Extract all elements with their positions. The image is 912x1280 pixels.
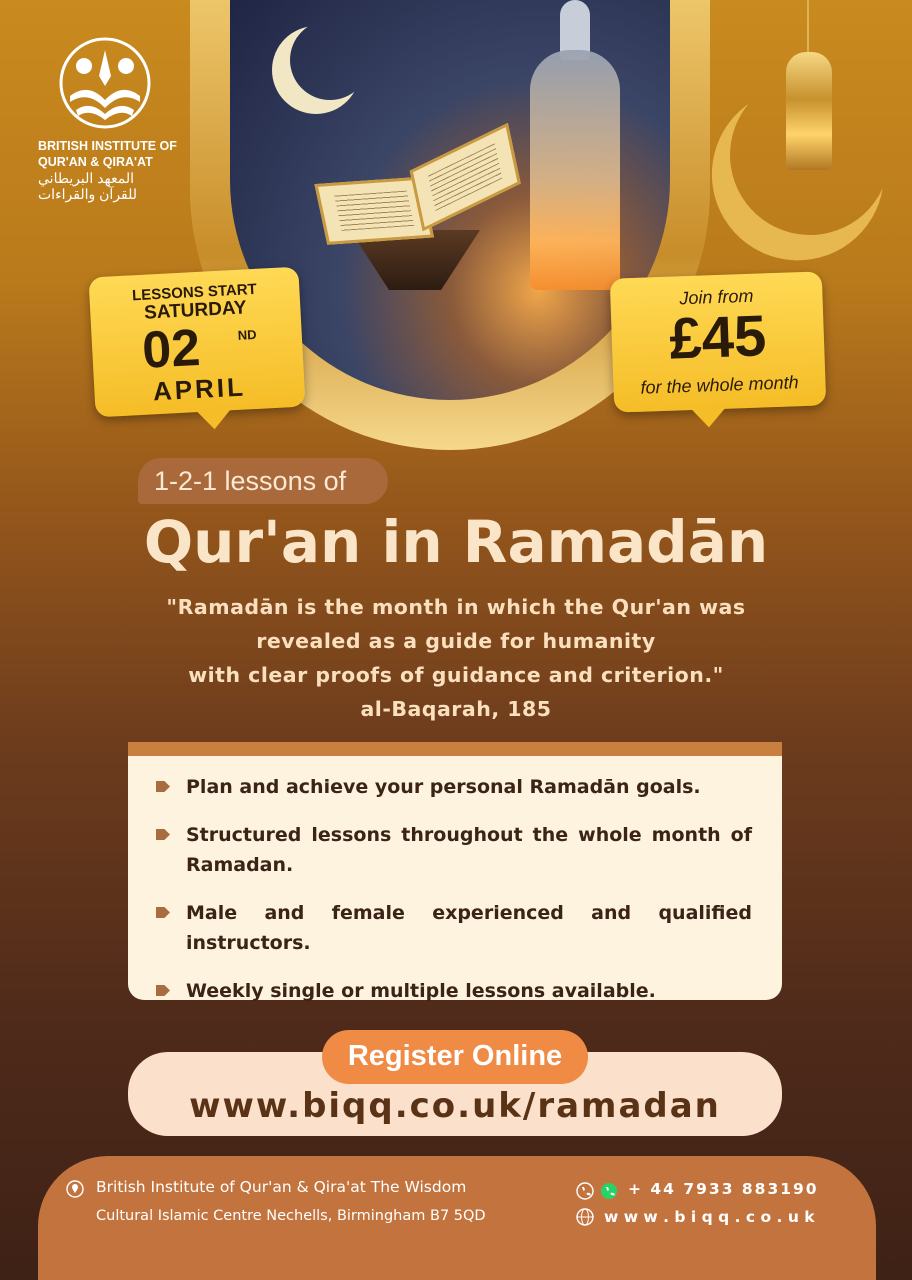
register-online-label: Register Online <box>347 1040 563 1072</box>
arrow-bullet-icon <box>156 829 170 840</box>
footer-address-line1: British Institute of Qur'an & Qira'at The Wisdom <box>96 1178 467 1196</box>
quote-line-3: with clear proofs of guidance and criterion." <box>188 663 724 687</box>
price-period: for the whole month <box>640 372 799 398</box>
arrow-bullet-icon <box>156 985 170 996</box>
list-item: Plan and achieve your personal Ramadān goals. <box>156 772 752 802</box>
list-item: Male and female experienced and qualified instructors. <box>156 898 752 958</box>
list-item: Weekly single or multiple lessons available. <box>156 976 752 1006</box>
lantern-icon <box>530 50 620 290</box>
quran-quote <box>60 590 852 726</box>
list-item: Structured lessons throughout the whole month of Ramadan. <box>156 820 752 880</box>
globe-icon <box>576 1208 594 1226</box>
start-date-badge <box>88 267 305 418</box>
institute-name-arabic-2: للقرآن والقراءات <box>38 186 138 202</box>
institute-name-arabic-1: المعهد البريطاني <box>38 170 135 186</box>
register-online-button[interactable] <box>322 1030 588 1084</box>
footer <box>38 1156 876 1280</box>
badge-day: 02 <box>140 318 202 380</box>
institute-name-line1: BRITISH INSTITUTE OF <box>38 139 177 153</box>
quote-line-2: revealed as a guide for humanity <box>256 629 656 653</box>
badge-day-suffix: ND <box>237 326 257 343</box>
subtitle: 1-2-1 lessons of <box>154 466 347 496</box>
crescent-moon-icon <box>290 20 370 100</box>
quote-line-1: "Ramadān is the month in which the Qur'an was <box>166 595 746 619</box>
price-badge <box>610 271 827 412</box>
subtitle-pill <box>138 458 388 504</box>
whatsapp-icon <box>600 1182 618 1200</box>
location-pin-icon <box>66 1180 84 1198</box>
lantern-chain <box>807 0 809 52</box>
quote-source: al-Baqarah, 185 <box>360 697 552 721</box>
benefits-card <box>128 742 782 1000</box>
price-join-from: Join from <box>679 285 754 309</box>
arrow-bullet-icon <box>156 781 170 792</box>
badge-lessons-start: LESSONS START <box>131 280 258 305</box>
institute-name-line2: QUR'AN & QIRA'AT <box>38 155 153 169</box>
institute-name <box>38 138 198 202</box>
footer-address-line2: Cultural Islamic Centre Nechells, Birmingham B7 5QD <box>96 1208 486 1224</box>
hanging-lantern-icon <box>786 52 832 170</box>
institute-logo-icon <box>58 36 152 130</box>
benefits-list <box>128 756 782 1006</box>
badge-month: APRIL <box>152 371 247 407</box>
badge-weekday: SATURDAY <box>143 297 248 324</box>
price-amount: £45 <box>668 303 768 372</box>
page-title: Qur'an in Ramadān <box>143 508 769 576</box>
register-url-link[interactable]: www.biqq.co.uk/ramadan <box>189 1086 721 1126</box>
footer-website[interactable]: w w w . b i q q . c o . u k <box>604 1208 815 1226</box>
phone-icon <box>576 1182 594 1200</box>
arrow-bullet-icon <box>156 907 170 918</box>
footer-phone[interactable]: + 44 7933 883190 <box>628 1180 819 1198</box>
